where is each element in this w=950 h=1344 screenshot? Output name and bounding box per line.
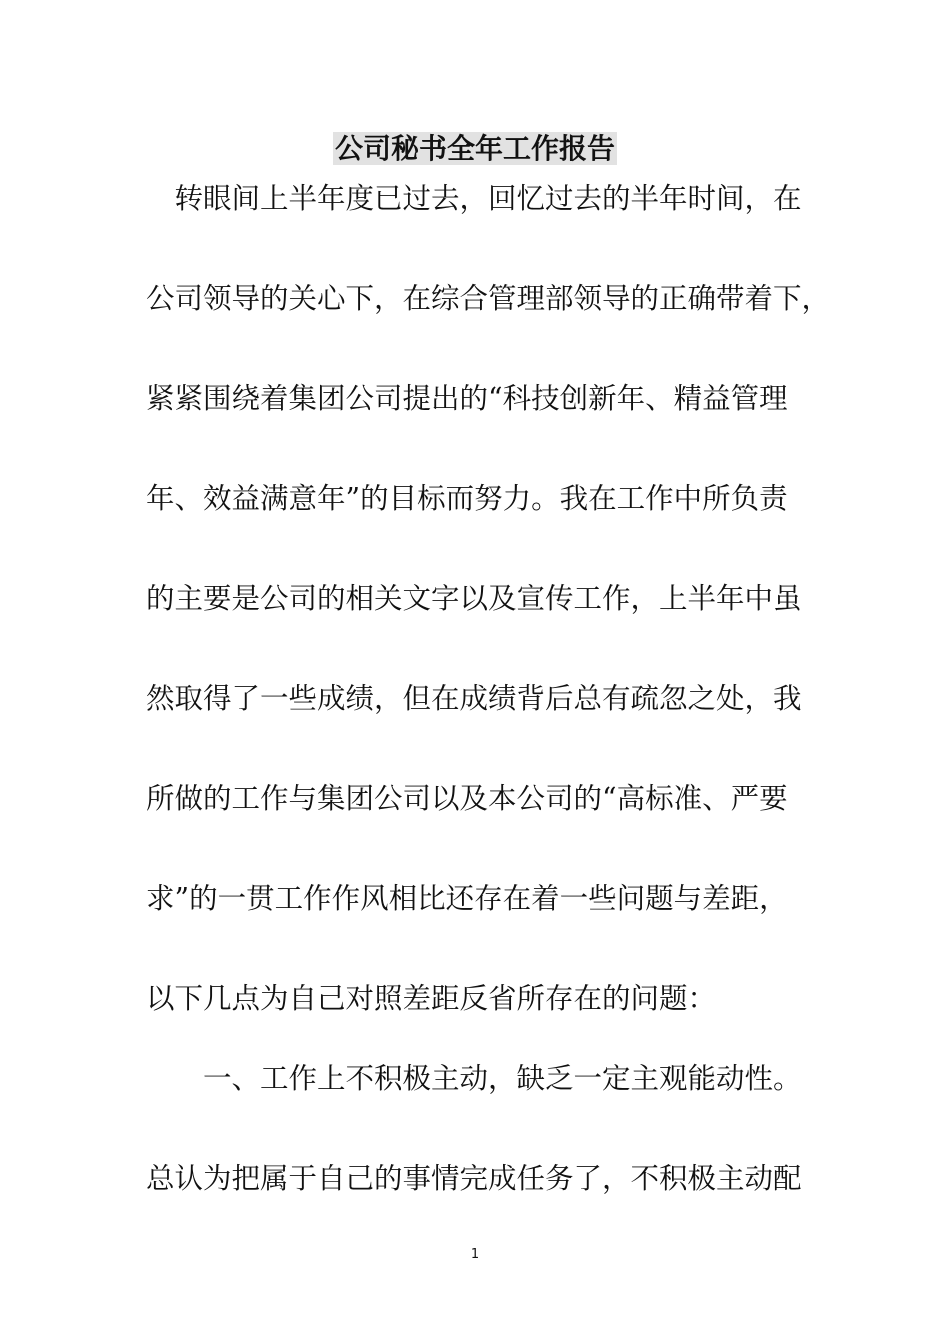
body-line: 求”的一贯工作作风相比还存在着一些问题与差距， xyxy=(146,882,788,915)
body-line: 以下几点为自己对照差距反省所存在的问题： xyxy=(146,982,717,1015)
body-line: 公司领导的关心下，在综合管理部领导的正确带着下， xyxy=(146,282,831,315)
body-line: 总认为把属于自己的事情完成任务了，不积极主动配 xyxy=(146,1162,802,1195)
body-line: 紧紧围绕着集团公司提出的“科技创新年、精益管理 xyxy=(146,382,788,415)
body-line: 所做的工作与集团公司以及本公司的“高标准、严要 xyxy=(146,782,788,815)
body-line: 转眼间上半年度已过去，回忆过去的半年时间，在 xyxy=(146,182,802,215)
document-title xyxy=(0,129,950,169)
document-title-text: 公司秘书全年工作报告 xyxy=(334,132,615,165)
page-number: 1 xyxy=(470,1247,480,1262)
body-line: 的主要是公司的相关文字以及宣传工作，上半年中虽 xyxy=(146,582,802,615)
body-line: 年、效益满意年”的目标而努力。我在工作中所负责 xyxy=(146,482,788,515)
body-line: 一、工作上不积极主动，缺乏一定主观能动性。 xyxy=(146,1062,802,1095)
body-line: 然取得了一些成绩，但在成绩背后总有疏忽之处，我 xyxy=(146,682,802,715)
